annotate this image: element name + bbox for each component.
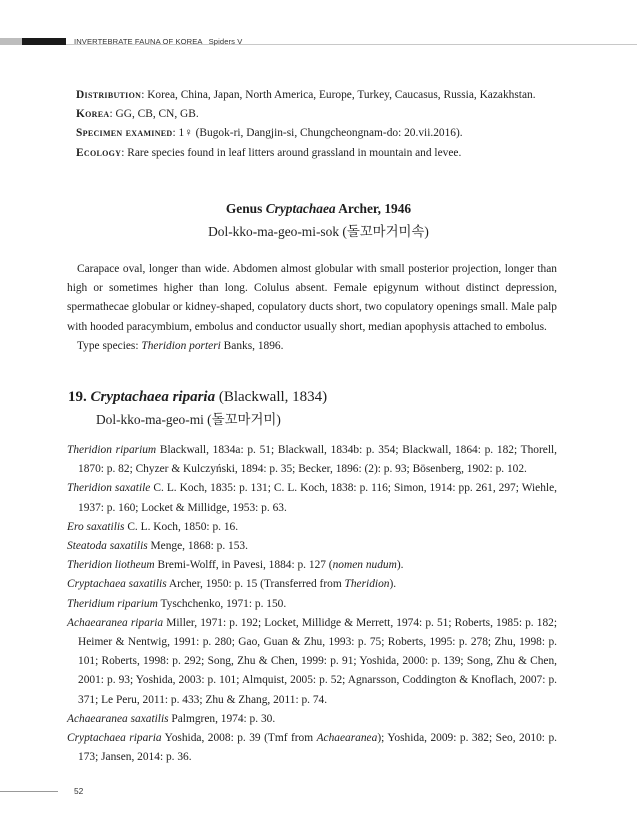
specimen-label: Specimen examined: [76, 127, 173, 140]
genus-name: Cryptachaea: [265, 201, 336, 216]
ecology-line: [76, 144, 596, 163]
series-title: INVERTEBRATE FAUNA OF KOREA: [74, 37, 203, 46]
korea-text: : GG, CB, CN, GB.: [109, 108, 199, 121]
species-number: 19.: [68, 389, 87, 405]
korea-line: [76, 105, 596, 124]
synonym-entry: Theridion riparium Blackwall, 1834a: p. 51; Blackwall, 1834b: p. 354; Blackwall, 1864: p. 182; Thorell, 1870: p. 82; Chyzer & Kulczyński, 1894: p. 35; Becker, 1896: (2): p. 93; Bösenberg, 1902: p. 102.: [67, 444, 558, 476]
species-name: Cryptachaea riparia: [90, 389, 216, 405]
synonym-entry: Achaearanea saxatilis Palmgren, 1974: p. 30.: [67, 712, 276, 725]
ecology-text: : Rare species found in leaf litters around grassland in mountain and levee.: [121, 146, 462, 159]
synonym-entry: Cryptachaea riparia Yoshida, 2008: p. 39 (Tmf from Achaearanea); Yoshida, 2009: p. 382; Seo, 2010: p. 173; Jansen, 2014: p. 36.: [67, 732, 557, 764]
korea-label: Korea: [76, 108, 110, 121]
genus-author: Archer, 1946: [335, 201, 412, 216]
genus-korean-name: Dol-kko-ma-geo-mi-sok (돌꼬마거미속): [208, 224, 429, 239]
type-species-prefix: Type species:: [77, 339, 142, 352]
genus-description-text: Carapace oval, longer than wide. Abdomen almost globular with small posterior projection, longer than high or sometimes higher than long. Colulus absent. Female epigynum without distinct depression, spermathecae globular or kidney-shaped, copulatory ducts short, two copulatory openings small. Male palp with hooded paracymbium, embolus and conductor usually short, median apophysis attached to embolus.: [67, 263, 557, 333]
running-header: [74, 37, 242, 46]
genus-heading: [0, 201, 637, 217]
species-metadata: [76, 86, 596, 163]
distribution-line: [76, 86, 596, 105]
species-heading: [68, 389, 327, 406]
page-number: 52: [74, 786, 84, 796]
ecology-label: Ecology: [76, 146, 122, 159]
synonym-entry: Steatoda saxatilis Menge, 1868: p. 153.: [67, 540, 248, 553]
synonym-entry: Achaearanea riparia Miller, 1971: p. 192; Locket, Millidge & Merrett, 1974: p. 51; Roberts, 1985: p. 182; Heimer & Nentwig, 1991: p. 280; Gao, Guan & Zhu, 1993: p. 75; Roberts, 1995: p. 278; Zhu, 1998: p. 101; Roberts, 1998: p. 292; Song, Zhu & Chen, 1999: p. 91; Yoshida, 2000: p. 139; Song, Zhu & Chen, 2001: p. 93; Yoshida, 2003: p. 101; Almquist, 2005: p. 52; Agnarsson, Coddington & Knoflach, 2007: p. 371; Le Peru, 2011: p. 433; Zhu & Zhang, 2011: p. 74.: [67, 616, 558, 706]
species-author: (Blackwall, 1834): [215, 389, 328, 405]
synonym-entry: Ero saxatilis C. L. Koch, 1850: p. 16.: [67, 520, 239, 533]
footer-rule: [0, 791, 58, 792]
synonym-entry: Theridion saxatile C. L. Koch, 1835: p. 131; C. L. Koch, 1838: p. 116; Simon, 1914: pp. 261, 297; Wiehle, 1937: p. 160; Locket & Millidge, 1953: p. 63.: [67, 482, 557, 514]
header-accent-dark: [22, 38, 66, 45]
species-korean-name: Dol-kko-ma-geo-mi (돌꼬마거미): [96, 412, 281, 427]
specimen-text: : 1♀ (Bugok-ri, Dangjin-si, Chungcheongnam-do: 20.vii.2016).: [172, 127, 463, 140]
genus-prefix: Genus: [225, 201, 266, 216]
genus-description: [67, 260, 557, 356]
header-accent-light: [0, 38, 22, 45]
synonym-entry: Cryptachaea saxatilis Archer, 1950: p. 15 (Transferred from Theridion).: [67, 578, 397, 591]
volume-title: Spiders V: [208, 37, 243, 46]
distribution-text: : Korea, China, Japan, North America, Europe, Turkey, Caucasus, Russia, Kazakhstan.: [141, 89, 536, 101]
specimen-line: [76, 124, 596, 143]
type-species-name: Theridion porteri: [141, 339, 221, 352]
synonym-entry: Theridium riparium Tyschchenko, 1971: p. 150.: [67, 597, 287, 610]
type-species-line: [67, 337, 557, 356]
distribution-label: Distribution: [76, 89, 142, 101]
synonym-entry: Theridion liotheum Bremi-Wolff, in Pavesi, 1884: p. 127 (nomen nudum).: [67, 559, 404, 572]
type-species-author: Banks, 1896.: [220, 339, 284, 352]
synonymy-list: [67, 441, 557, 767]
